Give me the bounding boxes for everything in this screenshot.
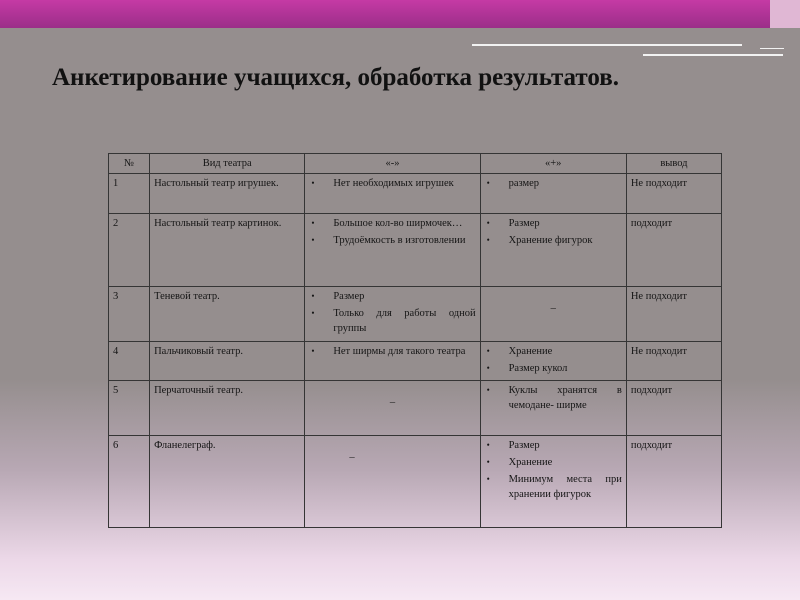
verdict-cell: подходит [626, 214, 721, 287]
decorative-line [472, 44, 742, 46]
theatre-type: Пальчиковый театр. [150, 342, 305, 381]
plus-cell [480, 381, 626, 436]
table-row [109, 287, 722, 342]
list-item: • Размер [309, 289, 475, 304]
table-header-row [109, 154, 722, 174]
row-num: 6 [109, 436, 150, 528]
row-num: 1 [109, 174, 150, 214]
list-item: • Хранение [485, 455, 622, 470]
plus-cell [480, 342, 626, 381]
list-item: • Размер [485, 438, 622, 453]
verdict-cell: подходит [626, 436, 721, 528]
theatre-type: Настольный театр картинок. [150, 214, 305, 287]
table-row [109, 436, 722, 528]
table-row [109, 381, 722, 436]
list-item: • Размер [485, 216, 622, 231]
table-row [109, 174, 722, 214]
empty-dash: _ [550, 299, 556, 310]
list-item: • Нет ширмы для такого театра [309, 344, 475, 359]
list-item: • Только для работы одной группы [309, 306, 475, 336]
header-num: № [109, 154, 150, 174]
theatre-type: Настольный театр игрушек. [150, 174, 305, 214]
minus-cell [305, 381, 480, 436]
list-item: • Хранение фигурок [485, 233, 622, 248]
list-item: • Куклы хранятся в чемодане- ширме [485, 383, 622, 413]
table-row [109, 214, 722, 287]
verdict-cell: Не подходит [626, 174, 721, 214]
list-item: • Хранение [485, 344, 622, 359]
row-num: 3 [109, 287, 150, 342]
decorative-line [760, 48, 784, 49]
results-table [108, 153, 722, 528]
theatre-type: Теневой театр. [150, 287, 305, 342]
list-item: • Минимум места при хранении фигурок [485, 472, 622, 502]
row-num: 2 [109, 214, 150, 287]
decorative-line [643, 54, 783, 56]
list-item: • Нет необходимых игрушек [309, 176, 475, 191]
header-minus: «-» [305, 154, 480, 174]
slide-title: Анкетирование учащихся, обработка результатов. [52, 64, 619, 91]
verdict-cell: подходит [626, 381, 721, 436]
row-num: 4 [109, 342, 150, 381]
list-item: • Размер кукол [485, 361, 622, 376]
list-item: • Большое кол-во ширмочек… [309, 216, 475, 231]
minus-cell [305, 342, 480, 381]
plus-cell [480, 287, 626, 342]
theatre-type: Перчаточный театр. [150, 381, 305, 436]
minus-cell [305, 436, 480, 528]
minus-cell [305, 174, 480, 214]
header-type: Вид театра [150, 154, 305, 174]
table-row [109, 342, 722, 381]
header-plus: «+» [480, 154, 626, 174]
minus-cell [305, 287, 480, 342]
theatre-type: Фланелеграф. [150, 436, 305, 528]
plus-cell [480, 436, 626, 528]
empty-dash: _ [349, 448, 355, 459]
plus-cell [480, 214, 626, 287]
verdict-cell: Не подходит [626, 287, 721, 342]
top-right-accent [770, 0, 800, 28]
row-num: 5 [109, 381, 150, 436]
verdict-cell: Не подходит [626, 342, 721, 381]
plus-cell [480, 174, 626, 214]
list-item: • размер [485, 176, 622, 191]
empty-dash: _ [389, 393, 396, 404]
list-item: • Трудоёмкость в изготовлении [309, 233, 475, 248]
minus-cell [305, 214, 480, 287]
top-decorative-band [0, 0, 800, 28]
header-verdict: вывод [626, 154, 721, 174]
